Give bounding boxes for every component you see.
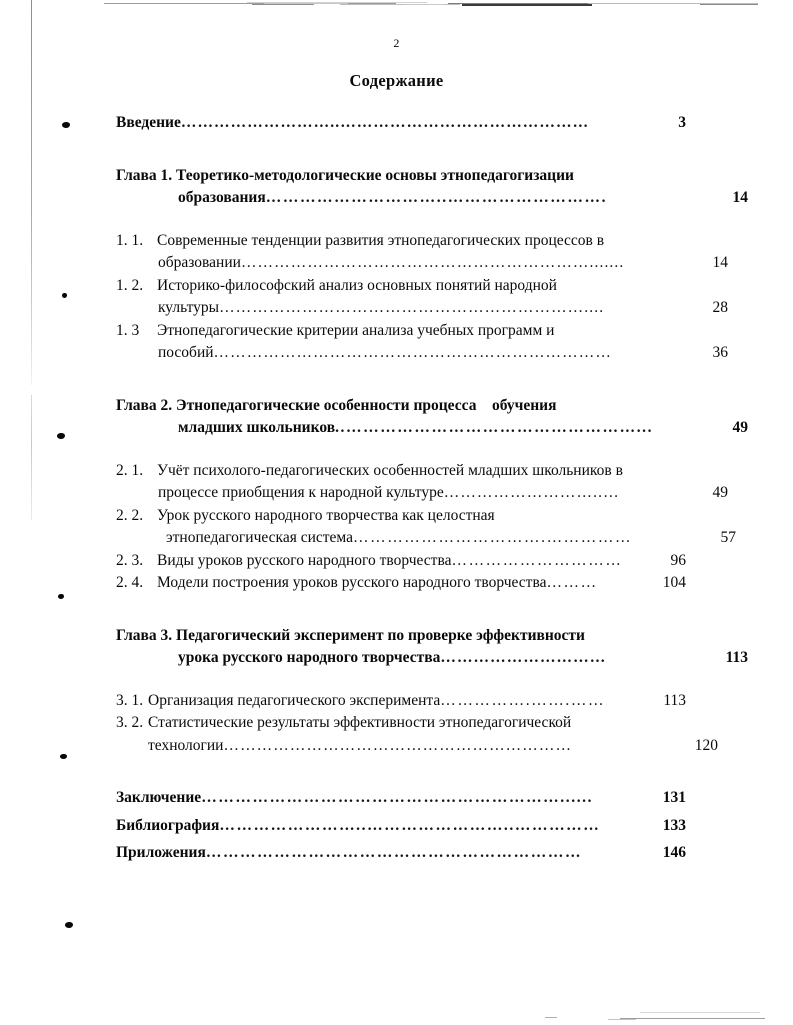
scan-streak bbox=[104, 3, 264, 4]
toc-page-number: 14 bbox=[732, 189, 748, 206]
page-title: Содержание bbox=[349, 71, 444, 90]
toc-section-title-line1: Современные тенденции развития этнопедагогических процессов в bbox=[157, 231, 605, 249]
leader-dots: …………………………..………………………. bbox=[265, 189, 608, 206]
toc-page-number: 36 bbox=[712, 344, 728, 361]
spacer bbox=[116, 135, 686, 165]
toc-label: Библиография bbox=[116, 816, 220, 834]
leader-dots: ……………………..……………………..…………… bbox=[219, 816, 601, 834]
scan-streak bbox=[640, 1012, 760, 1013]
toc-section-title-line2: этнопедагогическая система bbox=[166, 529, 353, 546]
toc-chapter-title-line1: Глава 3. Педагогический эксперимент по проверке эффективности bbox=[116, 626, 585, 644]
toc-chapter-title-line1: Глава 2. Этнопедагогические особенности процесса обучения bbox=[116, 396, 557, 414]
toc-page-number: 146 bbox=[662, 844, 686, 861]
toc-page-number: 96 bbox=[670, 551, 686, 569]
toc-page-number: 57 bbox=[720, 529, 736, 546]
toc-entry-bibliography[interactable] bbox=[116, 815, 686, 838]
toc-section-title-line2: технологии bbox=[148, 736, 224, 754]
toc-page-number: 49 bbox=[712, 484, 728, 501]
toc-page-number: 28 bbox=[712, 299, 728, 316]
page-edge-line bbox=[31, 0, 32, 385]
toc-section-title-line1: Статистические результаты эффективности этнопедагогической bbox=[148, 714, 572, 731]
ink-speck bbox=[57, 433, 65, 439]
toc-section-title-line1: Модели построения уроков русского народного творчества bbox=[157, 574, 547, 591]
scan-streak bbox=[247, 2, 427, 3]
toc-page-number: 120 bbox=[694, 736, 718, 754]
leader-dots: ……… bbox=[546, 574, 598, 591]
toc-page-number: 133 bbox=[662, 816, 686, 834]
toc-section-number: 2. 1. bbox=[116, 461, 144, 479]
toc-section-title-line1: Организация педагогического эксперимента bbox=[148, 691, 441, 709]
toc-page-number: 49 bbox=[732, 419, 748, 436]
leader-dots: …………….…….…… bbox=[440, 691, 606, 709]
toc-section-title-line2: процессе приобщения к народной культуре bbox=[158, 484, 444, 501]
toc-page-number: 3 bbox=[678, 114, 686, 131]
toc-section-title-line1: Историко-философский анализ основных понятий народной bbox=[157, 276, 557, 294]
spacer bbox=[116, 595, 686, 625]
toc-section-number: 1. 3 bbox=[116, 321, 140, 339]
scan-streak bbox=[608, 1019, 636, 1020]
toc-chapter-title-line2: младших школьников bbox=[178, 419, 336, 436]
toc-chapter-1[interactable] bbox=[116, 165, 748, 210]
toc-section-title-line2: пособий bbox=[158, 344, 214, 361]
spacer bbox=[116, 365, 686, 395]
toc-label: Введение bbox=[116, 114, 181, 131]
toc-section-number: 1. 2. bbox=[116, 276, 144, 294]
leader-dots: ………………………………………………………….... bbox=[219, 299, 605, 316]
toc-section-title-line1: Этнопедагогические критерии анализа учебных программ и bbox=[157, 321, 555, 339]
toc-page-number: 104 bbox=[662, 574, 686, 591]
toc-section-title-line2: культуры bbox=[158, 299, 220, 316]
leader-dots: ………………………… bbox=[440, 649, 607, 666]
ink-speck bbox=[62, 293, 67, 298]
toc-page-number: 113 bbox=[663, 691, 686, 709]
leader-dots: ………………………………………………………… bbox=[205, 844, 583, 861]
toc-chapter-2[interactable] bbox=[116, 395, 748, 440]
toc-section-2-4[interactable] bbox=[116, 572, 686, 595]
spacer bbox=[116, 210, 686, 230]
ink-speck bbox=[65, 922, 73, 928]
toc-section-title-line1: Учёт психолого-педагогических особенностей младших школьников в bbox=[157, 461, 623, 479]
scan-streak bbox=[620, 1018, 765, 1019]
toc-entry-conclusion[interactable] bbox=[116, 787, 686, 810]
leader-dots: ………………………… bbox=[451, 551, 623, 569]
toc-section-title-line1: Урок русского народного творчества как целостная bbox=[157, 506, 495, 524]
scan-streak bbox=[404, 4, 444, 5]
page-edge-line bbox=[31, 395, 32, 520]
toc-section-title-line1: Виды уроков русского народного творчества bbox=[157, 551, 452, 569]
toc-entry-appendices[interactable] bbox=[116, 842, 686, 865]
toc-section-number: 2. 4. bbox=[116, 574, 144, 591]
toc-section-3-2[interactable] bbox=[116, 712, 718, 757]
toc-section-number: 2. 2. bbox=[116, 506, 144, 524]
toc-section-1-2[interactable] bbox=[116, 275, 728, 320]
leader-dots: ……………………………………………………………… bbox=[213, 344, 612, 361]
scan-streak bbox=[252, 4, 314, 5]
leader-dots: ………………………………………………………....... bbox=[240, 254, 625, 271]
scan-streak bbox=[462, 4, 592, 6]
leader-dots: ..……………………………………………... bbox=[335, 419, 654, 436]
toc-section-number: 3. 2. bbox=[116, 714, 144, 731]
ink-speck bbox=[58, 594, 64, 599]
table-of-contents bbox=[116, 112, 748, 865]
toc-page-number: 131 bbox=[662, 789, 686, 806]
toc-page-number: 113 bbox=[725, 649, 748, 666]
leader-dots: ………………………..……………………………………… bbox=[180, 114, 590, 131]
toc-section-1-3[interactable] bbox=[116, 320, 728, 365]
toc-label: Заключение bbox=[116, 789, 202, 806]
toc-section-2-1[interactable] bbox=[116, 460, 728, 505]
toc-chapter-title-line1: Глава 1. Теоретико-методологические основы этнопедагогизации bbox=[116, 166, 574, 184]
leader-dots: ………………………………………………………...... bbox=[201, 789, 594, 806]
toc-section-number: 1. 1. bbox=[116, 231, 144, 249]
scan-streak bbox=[545, 1017, 557, 1018]
toc-section-number: 3. 1. bbox=[116, 691, 144, 709]
toc-section-3-1[interactable] bbox=[116, 690, 686, 713]
scan-streak bbox=[700, 4, 758, 5]
leader-dots: …………………………….…………… bbox=[353, 529, 633, 546]
toc-section-title-line2: образовании bbox=[158, 254, 241, 271]
ink-speck bbox=[60, 754, 67, 759]
leader-dots: ……………………………………………………… bbox=[223, 736, 573, 754]
ink-speck bbox=[62, 122, 70, 128]
toc-page-number: 14 bbox=[712, 254, 728, 271]
toc-entry-intro[interactable] bbox=[116, 112, 686, 135]
toc-chapter-3[interactable] bbox=[116, 625, 748, 670]
toc-label: Приложения bbox=[116, 844, 206, 861]
spacer bbox=[116, 670, 686, 690]
scan-streak bbox=[348, 3, 396, 4]
leader-dots: ………………………..… bbox=[443, 484, 620, 501]
spacer bbox=[116, 440, 686, 460]
toc-section-1-1[interactable] bbox=[116, 230, 728, 275]
spacer bbox=[116, 757, 686, 787]
page-number: 2 bbox=[393, 36, 400, 50]
toc-chapter-title-line2: образования bbox=[178, 189, 266, 206]
toc-chapter-title-line2: урока русского народного творчества bbox=[178, 649, 441, 666]
toc-section-number: 2. 3. bbox=[116, 551, 144, 569]
toc-section-2-2[interactable] bbox=[116, 505, 736, 550]
toc-section-2-3[interactable] bbox=[116, 550, 686, 573]
